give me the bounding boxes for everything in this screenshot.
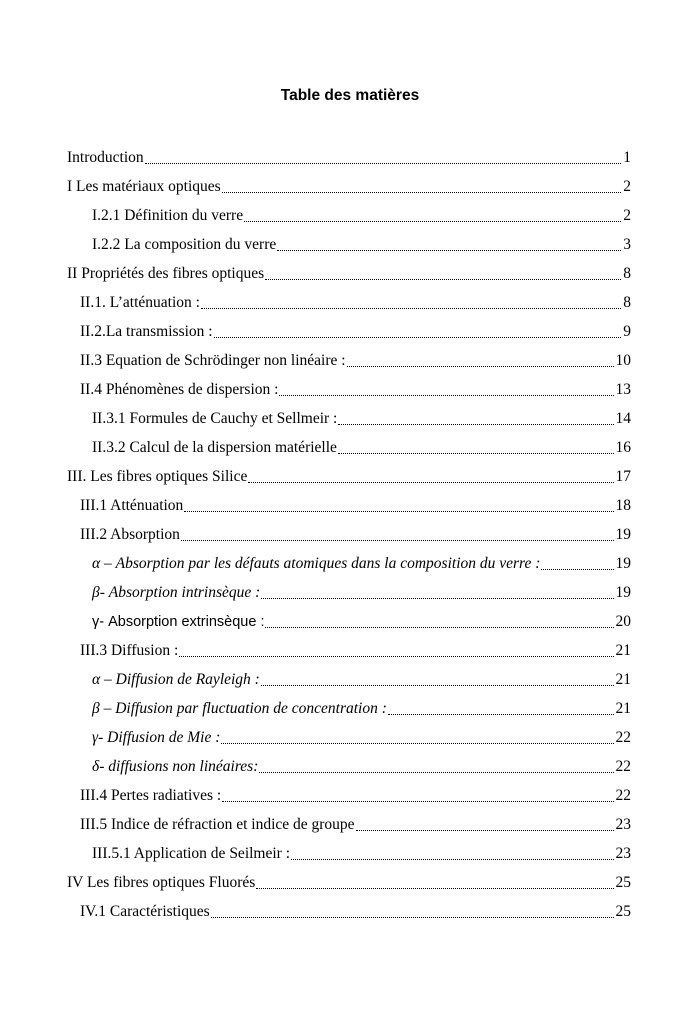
toc-entry-label: II.3.1 Formules de Cauchy et Sellmeir : (92, 410, 338, 427)
toc-entry-label: III.1 Atténuation (80, 497, 184, 514)
dot-leader (221, 742, 613, 744)
toc-page-number: 23 (615, 845, 631, 862)
toc-page-number: 25 (615, 903, 631, 920)
dot-leader (222, 191, 622, 193)
toc-entry[interactable] (67, 145, 631, 167)
toc-page-number: 21 (615, 642, 631, 659)
toc-entry[interactable] (92, 551, 631, 573)
dot-leader (338, 423, 613, 425)
toc-entry-label: III.5 Indice de réfraction et indice de groupe (80, 816, 355, 833)
toc-entry-label: II Propriétés des fibres optiques (67, 265, 265, 282)
toc-entry-label: III.3 Diffusion : (80, 642, 179, 659)
toc-entry[interactable] (92, 435, 631, 457)
dot-leader (214, 336, 622, 338)
toc-entry[interactable] (80, 522, 631, 544)
dot-leader (277, 249, 621, 251)
toc-entry[interactable] (92, 725, 631, 747)
toc-entry[interactable] (80, 899, 631, 921)
toc-page-number: 25 (615, 874, 631, 891)
toc-entry[interactable] (92, 203, 631, 225)
toc-page-number: 2 (623, 178, 631, 195)
dot-leader (388, 713, 614, 715)
dot-leader (244, 220, 621, 222)
toc-entry-label: II.3.2 Calcul de la dispersion matérielle (92, 439, 337, 456)
page-title: Table des matières (280, 87, 420, 104)
toc-entry-label: γ- Diffusion de Mie : (92, 729, 221, 746)
toc-entry-label: I Les matériaux optiques (67, 178, 221, 195)
toc-page-number: 21 (615, 700, 631, 717)
toc-entry-label: II.1. L’atténuation : (80, 294, 200, 311)
toc-entry[interactable] (92, 841, 631, 863)
toc-entry-label: α – Absorption par les défauts atomiques dans la composition du verre : (92, 555, 541, 572)
toc-entry[interactable] (80, 290, 631, 312)
toc-entry[interactable] (80, 348, 631, 370)
toc-entry[interactable] (80, 377, 631, 399)
toc-entry-label: II.3 Equation de Schrödinger non linéaire : (80, 352, 346, 369)
toc-entry-label: Introduction (67, 149, 144, 166)
toc-page-number: 18 (615, 497, 631, 514)
dot-leader (179, 655, 613, 657)
toc-entry-label: β- Absorption intrinsèque : (92, 584, 261, 601)
dot-leader (211, 916, 614, 918)
dot-leader (145, 162, 622, 164)
dot-leader (222, 800, 613, 802)
toc-page-number: 20 (615, 613, 631, 630)
toc-entry[interactable] (80, 493, 631, 515)
dot-leader (265, 278, 621, 280)
toc-page-number: 22 (615, 729, 631, 746)
toc-entry-label: III.5.1 Application de Seilmeir : (92, 845, 291, 862)
toc-entry-label: IV.1 Caractéristiques (80, 903, 210, 920)
toc-page-number: 19 (615, 526, 631, 543)
toc-entry[interactable] (67, 870, 631, 892)
toc-entry[interactable] (92, 232, 631, 254)
toc-page-number: 22 (615, 758, 631, 775)
toc-entry[interactable] (67, 261, 631, 283)
toc-page-number: 9 (623, 323, 631, 340)
dot-leader (338, 452, 614, 454)
toc-page-number: 14 (615, 410, 631, 427)
toc-page-number: 19 (615, 555, 631, 572)
toc-page-number: 10 (615, 352, 631, 369)
toc-page-number: 21 (615, 671, 631, 688)
toc-entry[interactable] (67, 174, 631, 196)
dot-leader (291, 858, 613, 860)
toc-page-number: 8 (623, 294, 631, 311)
toc-entry[interactable] (92, 667, 631, 689)
toc-entry-label: IV Les fibres optiques Fluorés (67, 874, 256, 891)
toc-page-number: 8 (623, 265, 631, 282)
toc-entry-label: II.2.La transmission : (80, 323, 213, 340)
toc-entry[interactable] (80, 319, 631, 341)
dot-leader (201, 307, 621, 309)
dot-leader (261, 684, 614, 686)
dot-leader (181, 539, 614, 541)
dot-leader (347, 365, 614, 367)
toc-entry-label: γ- Absorption extrinsèque : (92, 614, 265, 630)
toc-page-number: 13 (615, 381, 631, 398)
toc-entry-label: β – Diffusion par fluctuation de concentration : (92, 700, 387, 717)
dot-leader (261, 597, 613, 599)
toc-entry-label: II.4 Phénomènes de dispersion : (80, 381, 279, 398)
toc-entry-label: I.2.1 Définition du verre (92, 207, 244, 224)
toc-entry[interactable] (67, 464, 631, 486)
dot-leader (356, 829, 614, 831)
toc-entry[interactable] (92, 609, 631, 631)
toc-page-number: 1 (623, 149, 631, 166)
toc-page-number: 17 (615, 468, 631, 485)
toc-entry[interactable] (92, 580, 631, 602)
toc-page-number: 19 (615, 584, 631, 601)
dot-leader (248, 481, 613, 483)
toc-page-number: 16 (615, 439, 631, 456)
toc-page-number: 23 (615, 816, 631, 833)
toc-entry[interactable] (92, 696, 631, 718)
dot-leader (265, 626, 613, 628)
dot-leader (184, 510, 613, 512)
toc-entry-label: III.4 Pertes radiatives : (80, 787, 222, 804)
toc-entry[interactable] (92, 406, 631, 428)
toc-entry[interactable] (80, 783, 631, 805)
toc-entry-label: α – Diffusion de Rayleigh : (92, 671, 260, 688)
dot-leader (259, 771, 613, 773)
dot-leader (256, 887, 613, 889)
toc-entry[interactable] (80, 638, 631, 660)
toc-page-number: 2 (623, 207, 631, 224)
toc-entry-label: III. Les fibres optiques Silice (67, 468, 248, 485)
toc-entry-label: III.2 Absorption (80, 526, 180, 543)
toc-entry[interactable] (80, 812, 631, 834)
dot-leader (541, 568, 613, 570)
dot-leader (279, 394, 613, 396)
toc-page-number: 3 (623, 236, 631, 253)
toc-entry[interactable] (92, 754, 631, 776)
toc-page-number: 22 (615, 787, 631, 804)
toc-entry-label: δ- diffusions non linéaires: (92, 758, 259, 775)
toc-entry-label: I.2.2 La composition du verre (92, 236, 277, 253)
